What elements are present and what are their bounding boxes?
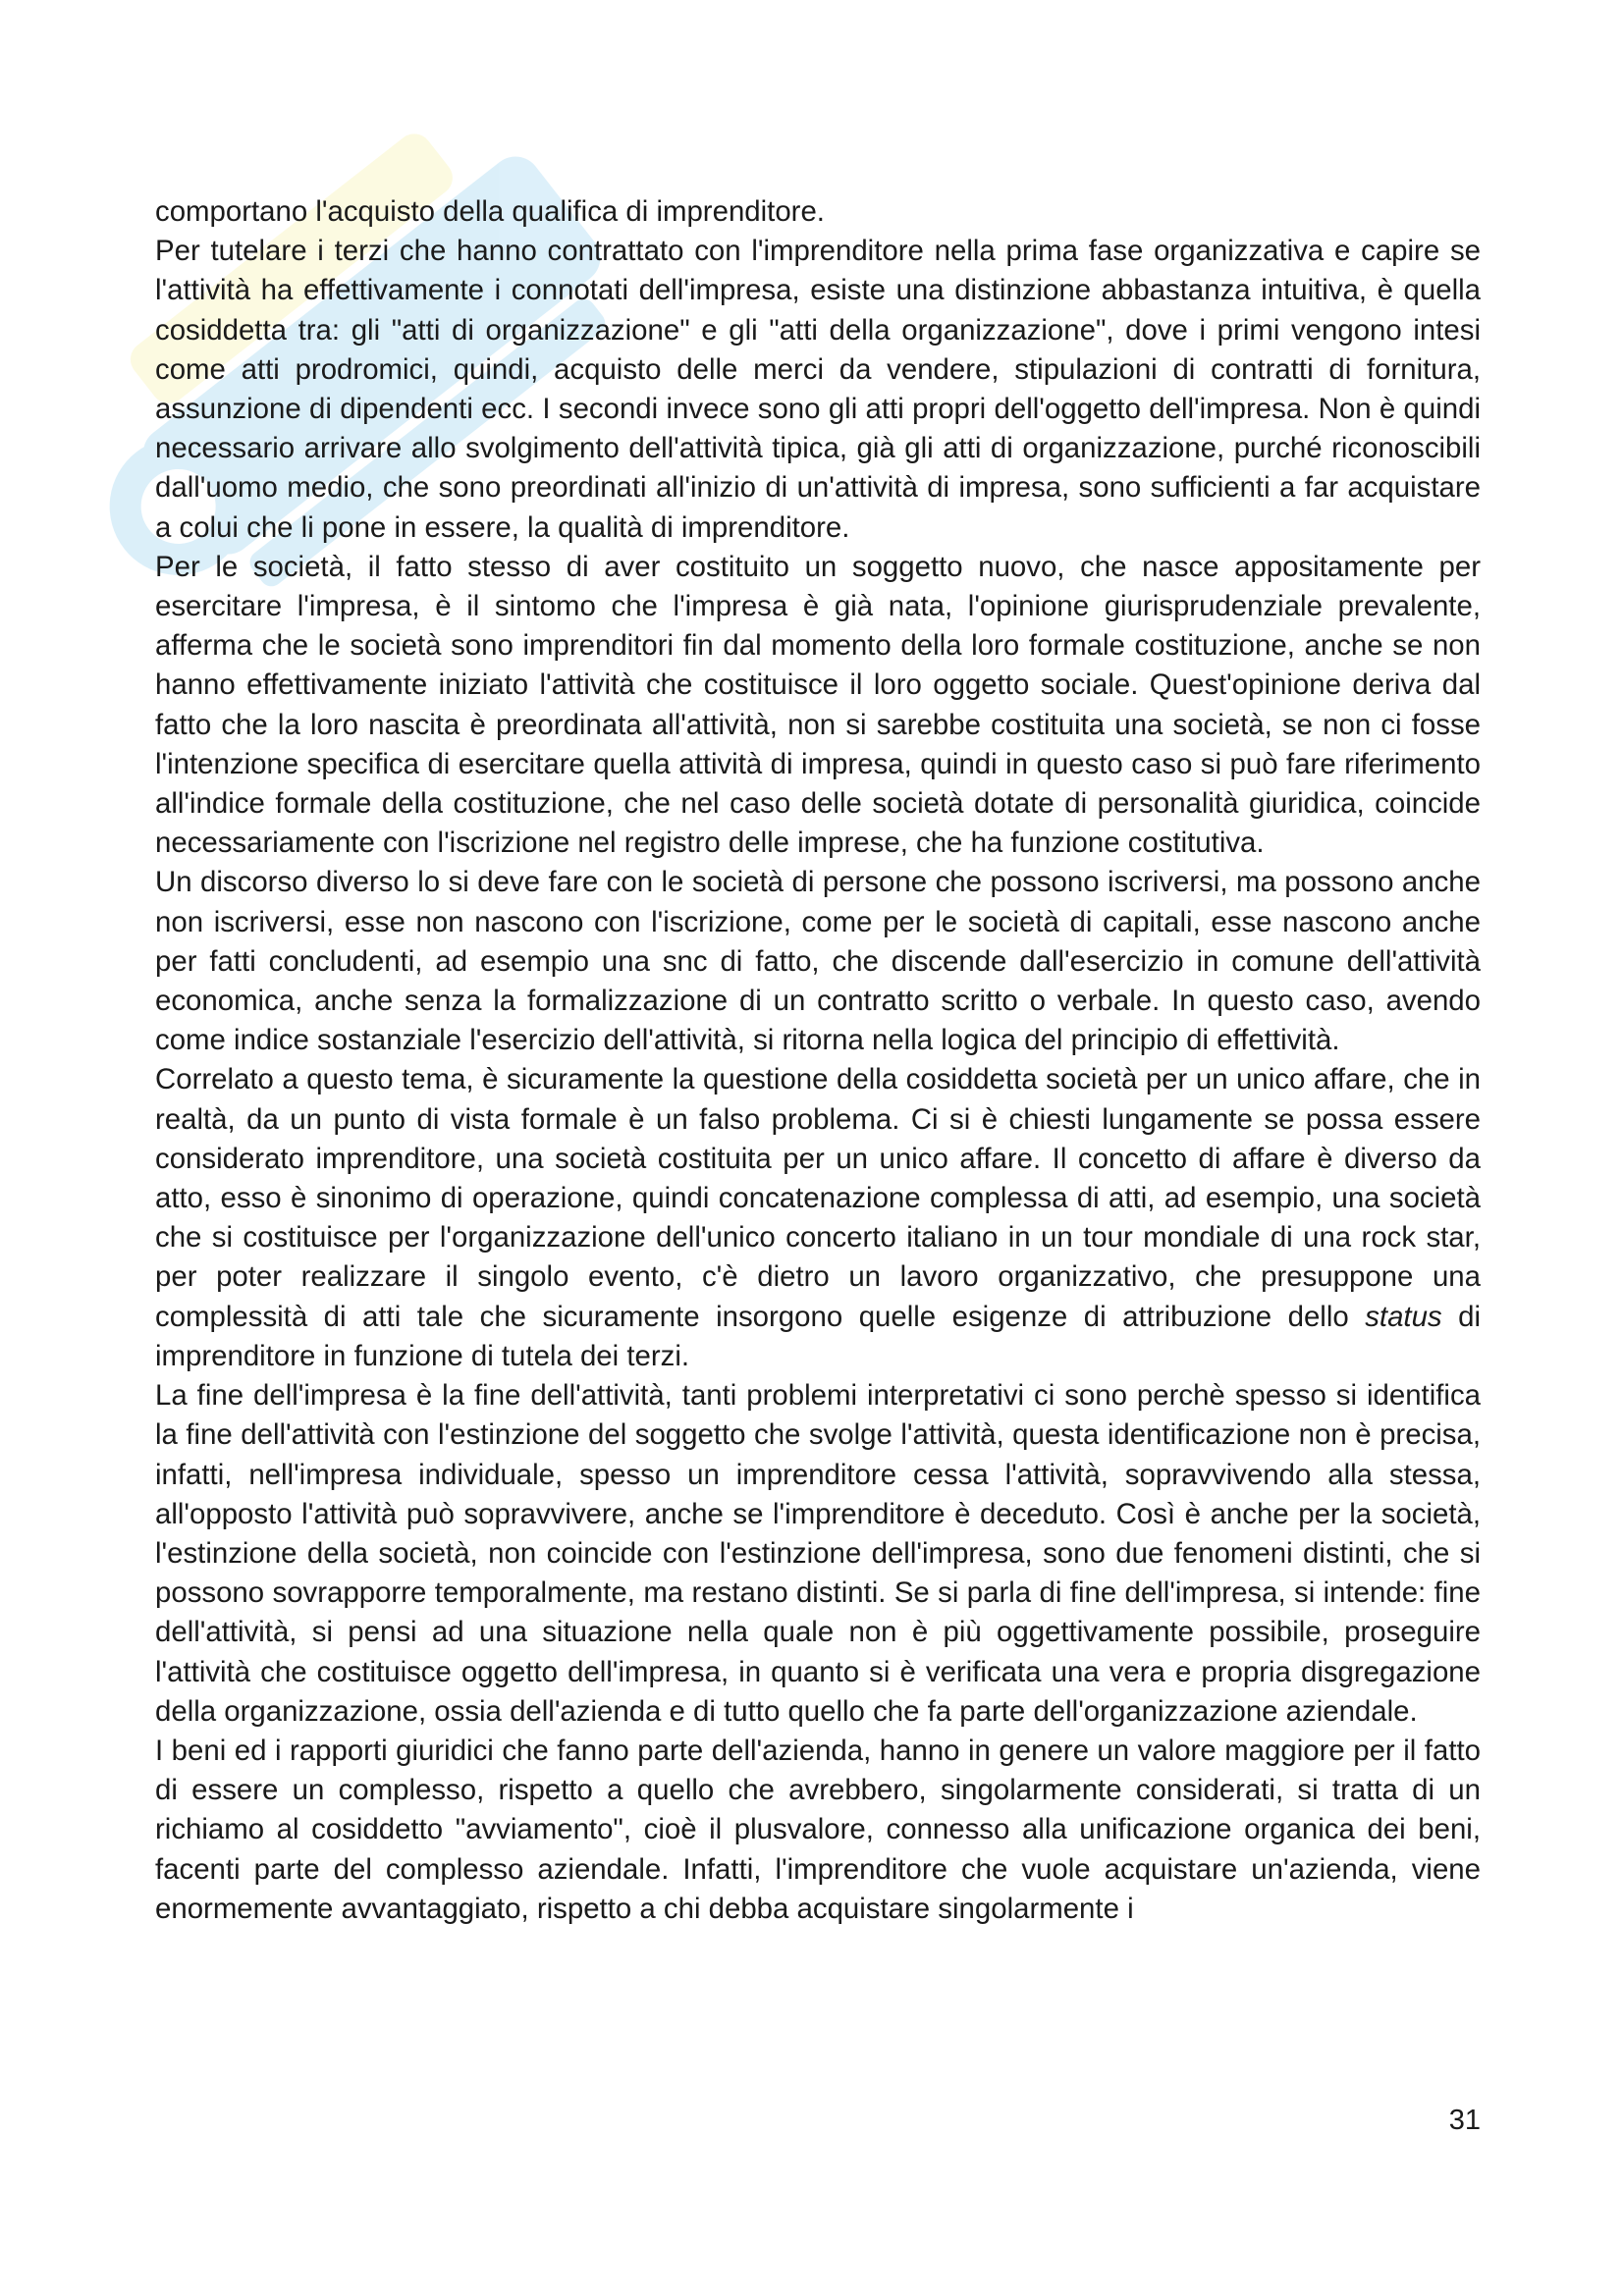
paragraph-1: comportano l'acquisto della qualifica di imprenditore. (155, 195, 825, 228)
paragraph-7: I beni ed i rapporti giuridici che fanno parte dell'azienda, hanno in genere un valore maggiore per il fatto di essere un complesso, rispetto a quello che avrebbero, singolarmente considerati, si tratta di un richiamo al cosiddetto "avviamento", cioè il plusvalore, connesso alla unificazione organica dei beni, facenti parte del complesso aziendale. Infatti, l'imprenditore che vuole acquistare un'azienda, viene enormemente avvantaggiato, rispetto a chi debba acquistare singolarmente i (155, 1734, 1481, 1925)
paragraph-2: Per tutelare i terzi che hanno contrattato con l'imprenditore nella prima fase organizzativa e capire se l'attività ha effettivamente i connotati dell'impresa, esiste una distinzione abbastanza intuitiva, è quella cosiddetta tra: gli "atti di organizzazione" e gli "atti della organizzazione", dove i primi vengono intesi come atti prodromici, quindi, acquisto delle merci da vendere, stipulazioni di contratti di fornitura, assunzione di dipendenti ecc. I secondi invece sono gli atti propri dell'oggetto dell'impresa. Non è quindi necessario arrivare allo svolgimento dell'attività tipica, già gli atti di organizzazione, purché riconoscibili dall'uomo medio, che sono preordinati all'inizio di un'attività di impresa, sono sufficienti a far acquistare a colui che li pone in essere, la qualità di imprenditore. (155, 235, 1481, 544)
paragraph-3: Per le società, il fatto stesso di aver costituito un soggetto nuovo, che nasce appositamente per esercitare l'impresa, è il sintomo che l'impresa è già nata, l'opinione giurisprudenziale prevalente, afferma che le società sono imprenditori fin dal momento della loro formale costituzione, anche se non hanno effettivamente iniziato l'attività che costituisce il loro oggetto sociale. Quest'opinione deriva dal fatto che la loro nascita è preordinata all'attività, non si sarebbe costituita una società, se non ci fosse l'intenzione specifica di esercitare quella attività di impresa, quindi in questo caso si può fare riferimento all'indice formale della costituzione, che nel caso delle società dotate di personalità giuridica, coincide necessariamente con l'iscrizione nel registro delle imprese, che ha funzione costitutiva. (155, 550, 1481, 860)
page-number: 31 (1448, 2105, 1481, 2136)
paragraph-5-text-after: di imprenditore in funzione di tutela dei terzi. (155, 1300, 1481, 1372)
paragraph-4: Un discorso diverso lo si deve fare con le società di persone che possono iscriversi, ma possono anche non iscriversi, esse non nascono con l'iscrizione, come per le società di capitali, esse nascono anche per fatti concludenti, ad esempio una snc di fatto, che discende dall'esercizio in comune dell'attività economica, anche senza la formalizzazione di un contratto scritto o verbale. In questo caso, avendo come indice sostanziale l'esercizio dell'attività, si ritorna nella logica del principio di effettività. (155, 866, 1481, 1057)
paragraph-5-emphasis: status (1365, 1300, 1442, 1333)
paragraph-5 (155, 1060, 1481, 1376)
paragraph-6: La fine dell'impresa è la fine dell'attività, tanti problemi interpretativi ci sono perchè spesso si identifica la fine dell'attività con l'estinzione del soggetto che svolge l'attività, questa identificazione non è precisa, infatti, nell'impresa individuale, spesso un imprenditore cessa l'attività, sopravvivendo alla stessa, all'opposto l'attività può sopravvivere, anche se l'imprenditore è deceduto. Così è anche per la società, l'estinzione della società, non coincide con l'estinzione dell'impresa, sono due fenomeni distinti, che si possono sovrapporre temporalmente, ma restano distinti. Se si parla di fine dell'impresa, si intende: fine dell'attività, si pensi ad una situazione nella quale non è più oggettivamente possibile, proseguire l'attività che costituisce oggetto dell'impresa, in quanto si è verificata una vera e propria disgregazione della organizzazione, ossia dell'azienda e di tutto quello che fa parte dell'organizzazione aziendale. (155, 1379, 1481, 1728)
page-body (155, 192, 1481, 1929)
paragraph-5-text-before: Correlato a questo tema, è sicuramente la questione della cosiddetta società per un unico affare, che in realtà, da un punto di vista formale è un falso problema. Ci si è chiesti lungamente se possa essere considerato imprenditore, una società costituita per un unico affare. Il concetto di affare è diverso da atto, esso è sinonimo di operazione, quindi concatenazione complessa di atti, ad esempio, una società che si costituisce per l'organizzazione dell'unico concerto italiano in un tour mondiale di una rock star, per poter realizzare il singolo evento, c'è dietro un lavoro organizzativo, che presuppone una complessità di atti tale che sicuramente insorgono quelle esigenze di attribuzione dello (155, 1063, 1481, 1333)
